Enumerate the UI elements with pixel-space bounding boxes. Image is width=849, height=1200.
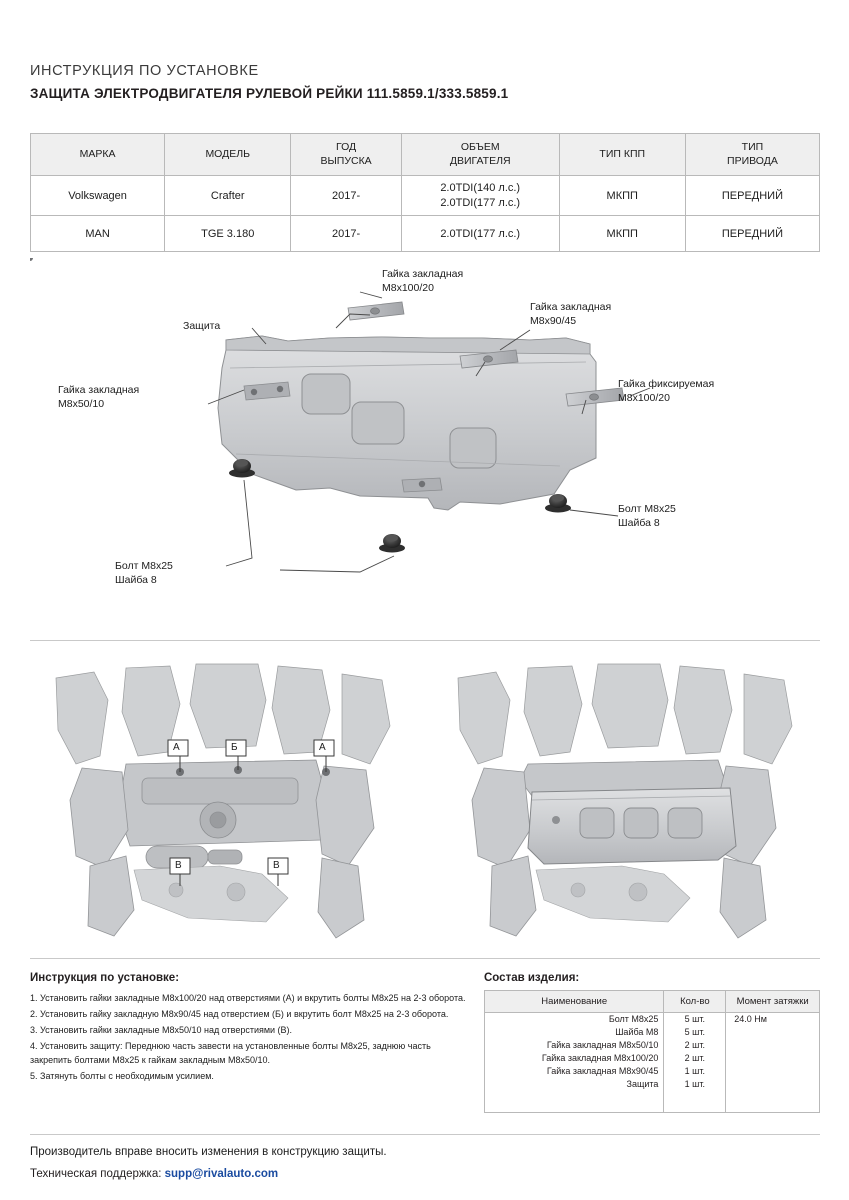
installation-instructions bbox=[30, 972, 470, 1086]
photo-before-svg bbox=[30, 660, 413, 950]
callout-a-right: А bbox=[319, 742, 326, 753]
spec-col-year: ГОД ВЫПУСКА bbox=[291, 134, 401, 176]
cell-brand: Volkswagen bbox=[31, 176, 165, 216]
instructions-list bbox=[30, 992, 470, 1084]
cell-year: 2017- bbox=[291, 176, 401, 216]
cell-part-torque bbox=[726, 1078, 820, 1091]
cell-part-torque bbox=[726, 1052, 820, 1065]
cell-transmission: МКПП bbox=[559, 216, 685, 252]
vehicle-photos bbox=[30, 660, 820, 950]
support-label: Техническая поддержка: bbox=[30, 1168, 162, 1180]
bolt-washer-left-lower bbox=[379, 534, 405, 553]
installed-shield bbox=[528, 788, 736, 864]
cell-part-qty: 1 шт. bbox=[664, 1065, 726, 1078]
cell-part-name: Гайка закладная M8x100/20 bbox=[485, 1052, 664, 1065]
cell-part-torque: 24.0 Нм bbox=[726, 1013, 820, 1026]
callout-b: Б bbox=[231, 742, 238, 753]
label-nut-m8x90-45: Гайка закладная M8x90/45 bbox=[530, 301, 612, 327]
callout-a-left: А bbox=[173, 742, 180, 753]
list-item: 5. Затянуть болты с необходимым усилием. bbox=[30, 1070, 214, 1081]
list-item: 2. Установить гайку закладную M8x90/45 над отверстием (Б) и вкрутить болт M8x25 на 2-3 оборота. bbox=[30, 1008, 449, 1019]
parts-col-name: Наименование bbox=[485, 991, 664, 1013]
parts-table bbox=[484, 990, 820, 1113]
cell-part-name: Защита bbox=[485, 1078, 664, 1091]
label-nut-m8x100-20: Гайка закладная M8x100/20 bbox=[382, 268, 464, 294]
table-row bbox=[485, 1052, 820, 1065]
header-subtitle: ЗАЩИТА ЭЛЕКТРОДВИГАТЕЛЯ РУЛЕВОЙ РЕЙКИ 111.5859.1/333.5859.1 bbox=[30, 86, 509, 101]
parts-col-torque: Момент затяжки bbox=[726, 991, 820, 1013]
label-nut-m8x50-10: Гайка закладная M8x50/10 bbox=[58, 384, 140, 410]
cell-part-qty: 2 шт. bbox=[664, 1052, 726, 1065]
support-email-link[interactable]: supp@rivalauto.com bbox=[164, 1168, 279, 1180]
table-row bbox=[485, 1078, 820, 1091]
cell-part-qty: 5 шт. bbox=[664, 1026, 726, 1039]
table-row bbox=[485, 1065, 820, 1078]
cell-engine: 2.0TDI(177 л.с.) bbox=[401, 216, 559, 252]
instructions-title: Инструкция по установке: bbox=[30, 972, 180, 984]
parts-header-row bbox=[485, 991, 820, 1013]
table-row bbox=[485, 1013, 820, 1026]
cell-part-name: Гайка закладная M8x50/10 bbox=[485, 1039, 664, 1052]
table-row bbox=[485, 1026, 820, 1039]
cell-transmission: МКПП bbox=[559, 176, 685, 216]
cell-part-name: Гайка закладная M8x90/45 bbox=[485, 1065, 664, 1078]
divider-top bbox=[30, 640, 820, 641]
cell-brand: MAN bbox=[31, 216, 165, 252]
label-bolt-washer-right: Болт M8x25 Шайба 8 bbox=[618, 503, 676, 529]
list-item: 4. Установить защиту: Переднюю часть завести на установленные болты M8x25, заднюю часть закрепить болтами M8x25 к гайкам закладным M8x50/10. bbox=[30, 1040, 431, 1065]
cell-part-qty: 5 шт. bbox=[664, 1013, 726, 1026]
label-nut-fixed-m8x100-20: Гайка фиксируемая M8x100/20 bbox=[618, 378, 715, 404]
photo-after-svg bbox=[432, 660, 815, 950]
cell-model: Crafter bbox=[165, 176, 291, 216]
document-header bbox=[30, 63, 820, 101]
cell-part-qty: 1 шт. bbox=[664, 1078, 726, 1091]
cell-part-torque bbox=[726, 1026, 820, 1039]
spec-col-drive: ТИП ПРИВОДА bbox=[685, 134, 819, 176]
label-shield: Защита bbox=[183, 320, 221, 332]
cell-part-torque bbox=[726, 1039, 820, 1052]
cell-drive: ПЕРЕДНИЙ bbox=[685, 216, 819, 252]
exploded-assembly-diagram bbox=[30, 258, 820, 628]
spec-table-header-row bbox=[31, 134, 820, 176]
footer-divider bbox=[30, 1134, 820, 1135]
table-row bbox=[31, 176, 820, 216]
label-bolt-washer-left: Болт M8x25 Шайба 8 bbox=[115, 560, 173, 586]
document-footer bbox=[30, 1146, 820, 1180]
cell-part-torque bbox=[726, 1065, 820, 1078]
table-row-spacer bbox=[485, 1091, 820, 1113]
cell-year: 2017- bbox=[291, 216, 401, 252]
parts-col-qty: Кол-во bbox=[664, 991, 726, 1013]
divider-bottom bbox=[30, 958, 820, 959]
spec-col-transmission: ТИП КПП bbox=[559, 134, 685, 176]
photo-before-installation bbox=[30, 660, 413, 950]
header-title: ИНСТРУКЦИЯ ПО УСТАНОВКЕ bbox=[30, 63, 259, 79]
footer-support bbox=[30, 1168, 820, 1180]
cell-part-name: Болт M8x25 bbox=[485, 1013, 664, 1026]
cell-model: TGE 3.180 bbox=[165, 216, 291, 252]
spec-col-model: МОДЕЛЬ bbox=[165, 134, 291, 176]
photo-after-installation bbox=[432, 660, 815, 950]
spec-col-brand: МАРКА bbox=[31, 134, 165, 176]
cell-drive: ПЕРЕДНИЙ bbox=[685, 176, 819, 216]
callout-v-right: В bbox=[273, 860, 280, 871]
parts-title: Состав изделия: bbox=[484, 972, 580, 984]
list-item: 3. Установить гайки закладные M8x50/10 над отверстиями (В). bbox=[30, 1024, 293, 1035]
table-row bbox=[485, 1039, 820, 1052]
callout-v-left: В bbox=[175, 860, 182, 871]
nut-strip-m8x100-20 bbox=[348, 302, 404, 320]
cell-part-qty: 2 шт. bbox=[664, 1039, 726, 1052]
spec-col-engine: ОБЪЕМ ДВИГАТЕЛЯ bbox=[401, 134, 559, 176]
cell-part-name: Шайба M8 bbox=[485, 1026, 664, 1039]
table-row bbox=[31, 216, 820, 252]
parts-list-block bbox=[484, 972, 820, 1113]
vehicle-spec-table bbox=[30, 133, 820, 252]
cell-engine: 2.0TDI(140 л.с.) 2.0TDI(177 л.с.) bbox=[401, 176, 559, 216]
footer-note: Производитель вправе вносить изменения в конструкцию защиты. bbox=[30, 1146, 387, 1158]
list-item: 1. Установить гайки закладные M8x100/20 над отверстиями (А) и вкрутить болты M8x25 на 2-3 оборота. bbox=[30, 993, 466, 1003]
bolt-washer-right bbox=[545, 494, 571, 513]
